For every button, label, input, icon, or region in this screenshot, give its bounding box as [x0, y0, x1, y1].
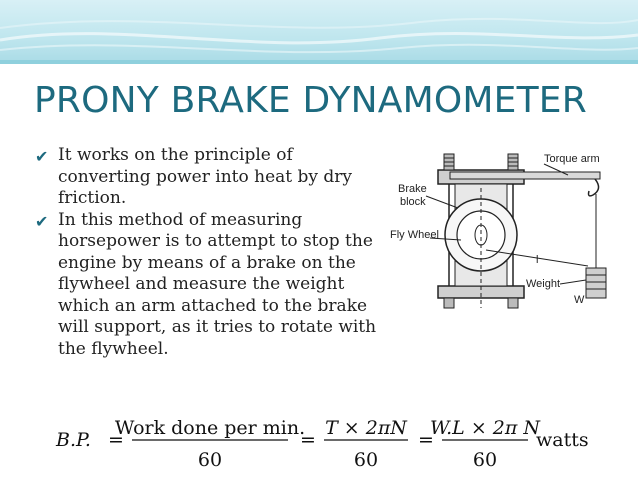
shaft [475, 225, 487, 245]
fraction1-denominator: 60 [197, 449, 223, 471]
header-banner [0, 0, 638, 64]
torque-arm-label: Torque arm [544, 153, 600, 165]
bullet-item [35, 145, 380, 210]
prony-brake-diagram [378, 148, 636, 313]
fraction2-denominator: 60 [353, 449, 379, 471]
check-mark-icon: ✔ [35, 147, 49, 166]
bullet-text: In this method of measuring horsepower is to attempt to stop the engine by means of a brake on the flywheel and measure the weight which an arm attached to the brake will support, as it tries to rotate with the flywheel. [58, 209, 377, 359]
bullet-list [35, 145, 380, 360]
formula-equals: = [108, 429, 124, 451]
bullet-text: It works on the principle of converting power into heat by dry friction. [58, 145, 352, 208]
weight-symbol-label: W [574, 294, 585, 306]
fraction3-numerator: W.L × 2π N [429, 417, 541, 439]
formula-equals: = [300, 429, 316, 451]
fraction1-numerator: Work done per min. [114, 417, 306, 439]
fraction3-denominator: 60 [472, 449, 498, 471]
fraction2-numerator: T × 2πN [325, 417, 407, 439]
formula-unit: watts [536, 429, 589, 451]
bullet-item [35, 210, 380, 361]
weight-label: Weight [526, 278, 561, 290]
torque-arm [450, 172, 600, 179]
brake-block-label: Brake [398, 183, 427, 195]
brake-block-label: block [400, 196, 426, 208]
weight-block [586, 268, 606, 298]
brake-power-formula [48, 404, 608, 476]
banner-wave-decoration [0, 0, 638, 64]
formula-lhs: B.P. [56, 429, 91, 451]
fly-wheel-label: Fly Wheel [390, 229, 439, 241]
arm-length-label: l [536, 254, 539, 266]
check-mark-icon: ✔ [35, 211, 49, 231]
formula-equals: = [418, 429, 434, 451]
slide-title: PRONY BRAKE DYNAMOMETER [34, 80, 587, 121]
hook-icon [589, 179, 599, 196]
